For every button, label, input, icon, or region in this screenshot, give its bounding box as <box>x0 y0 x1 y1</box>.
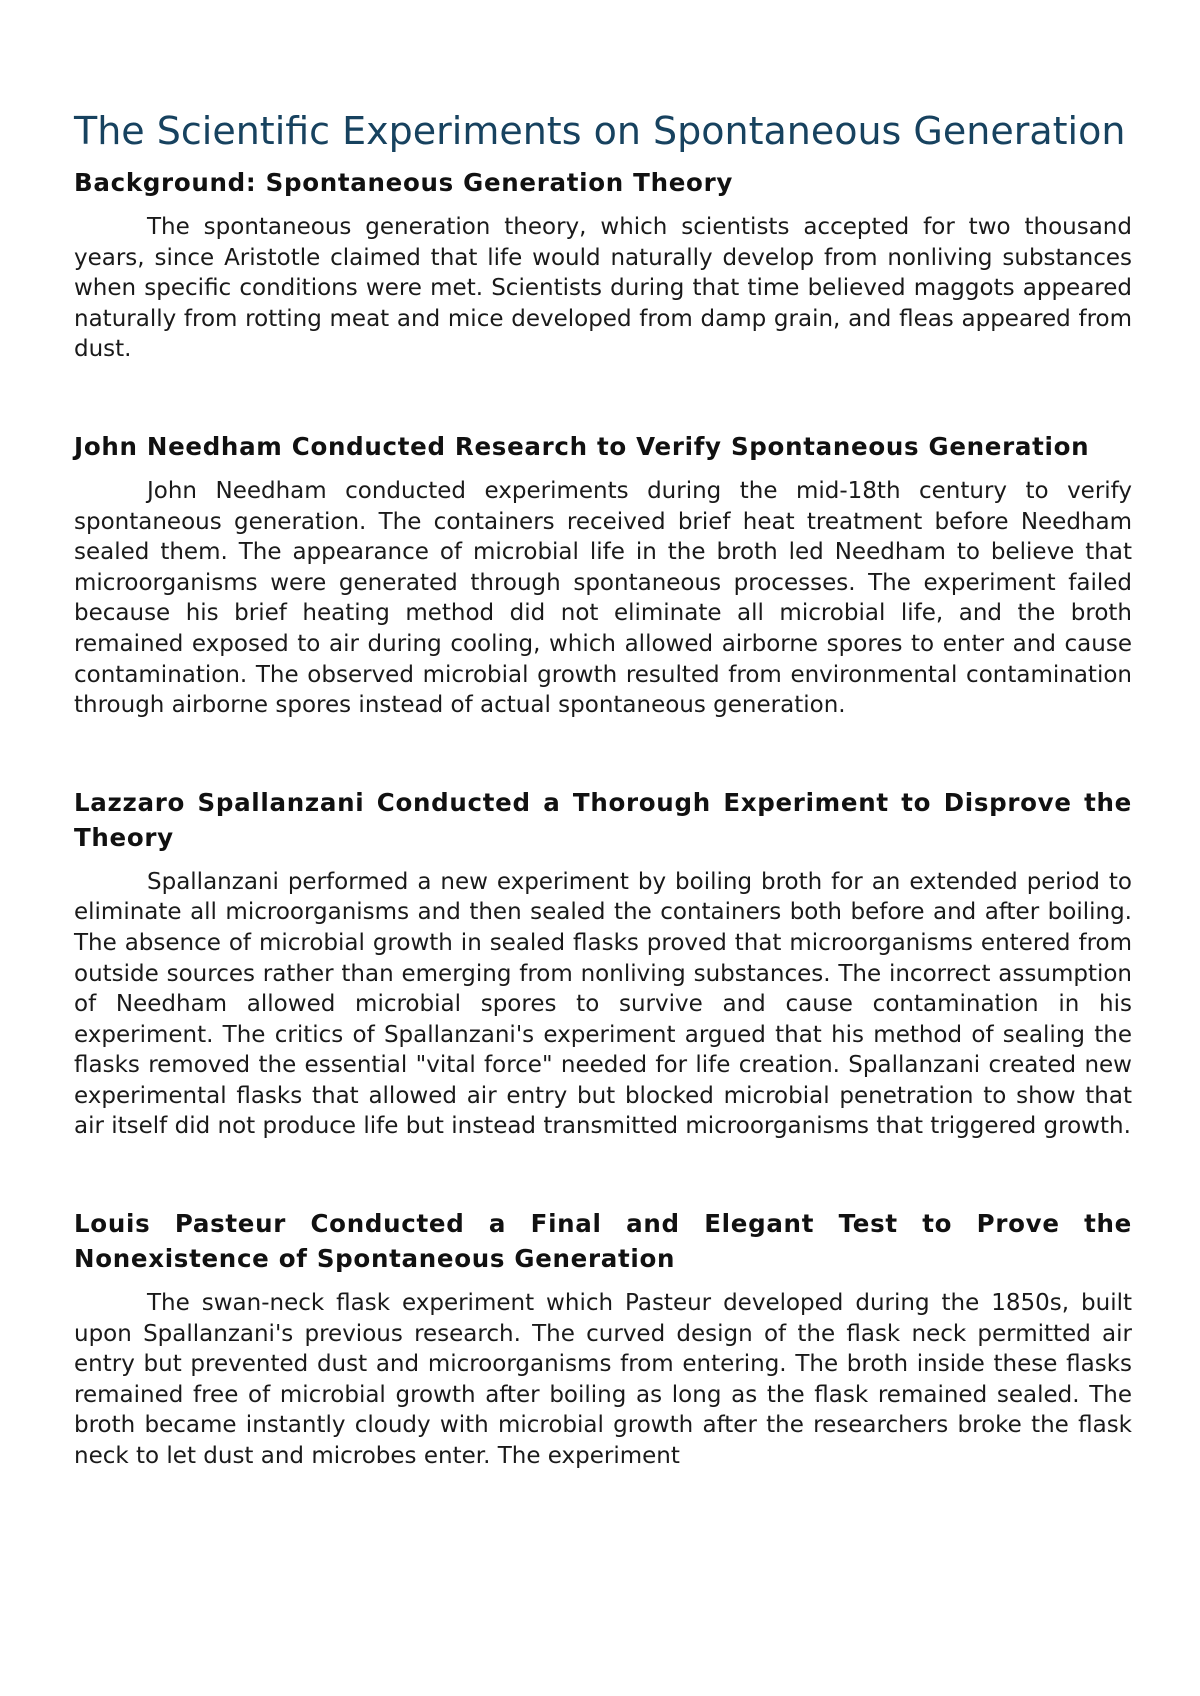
section-paragraph: The spontaneous generation theory, which scientists accepted for two thousand years, since Aristotle claimed that life would naturally develop from nonliving substances when specific conditions were met. Scientists during that time believed maggots appeared naturally from rotting meat and mice developed from damp grain, and fleas appeared from dust. <box>74 214 1132 363</box>
section-needham <box>74 429 1132 721</box>
section-spallanzani <box>74 785 1132 1142</box>
section-paragraph: The swan-neck flask experiment which Pasteur developed during the 1850s, built upon Spallanzani's previous research. The curved design of the flask neck permitted air entry but prevented dust and microorganisms from entering. The broth inside these flasks remained free of microbial growth after boiling as long as the flask remained sealed. The broth became instantly cloudy with microbial growth after the researchers broke the flask neck to let dust and microbes enter. The experiment <box>74 1290 1132 1470</box>
section-heading: Background: Spontaneous Generation Theory <box>74 168 734 197</box>
section-paragraph: Spallanzani performed a new experiment by boiling broth for an extended period to eliminate all microorganisms and then sealed the containers both before and after boiling. The absence of microbial growth in sealed flasks proved that microorganisms entered from outside sources rather than emerging from nonliving substances. The incorrect assumption of Needham allowed microbial spores to survive and cause contamination in his experiment. The critics of Spallanzani's experiment argued that his method of sealing the flasks removed the essential "vital force" needed for life creation. Spallanzani created new experimental flasks that allowed air entry but blocked microbial penetration to show that air itself did not produce life but instead transmitted microorganisms that triggered growth. <box>74 868 1132 1140</box>
section-heading: Lazzaro Spallanzani Conducted a Thorough Experiment to Disprove the Theory <box>74 787 1132 852</box>
section-paragraph: John Needham conducted experiments during the mid-18th century to verify spontaneous generation. The containers received brief heat treatment before Needham sealed them. The appearance of microbial life in the broth led Needham to believe that microorganisms were generated through spontaneous processes. The experiment failed because his brief heating method did not eliminate all microbial life, and the broth remained exposed to air during cooling, which allowed airborne spores to enter and cause contamination. The observed microbial growth resulted from environmental contamination through airborne spores instead of actual spontaneous generation. <box>74 477 1132 719</box>
section-heading: Louis Pasteur Conducted a Final and Elegant Test to Prove the Nonexistence of Spontaneous Generation <box>74 1209 1132 1274</box>
document-title: The Scientific Experiments on Spontaneous Generation <box>74 109 1126 153</box>
section-heading: John Needham Conducted Research to Verify Spontaneous Generation <box>74 431 1090 461</box>
section-background <box>74 165 1132 365</box>
document-page <box>74 108 1132 1536</box>
section-pasteur <box>74 1206 1132 1472</box>
